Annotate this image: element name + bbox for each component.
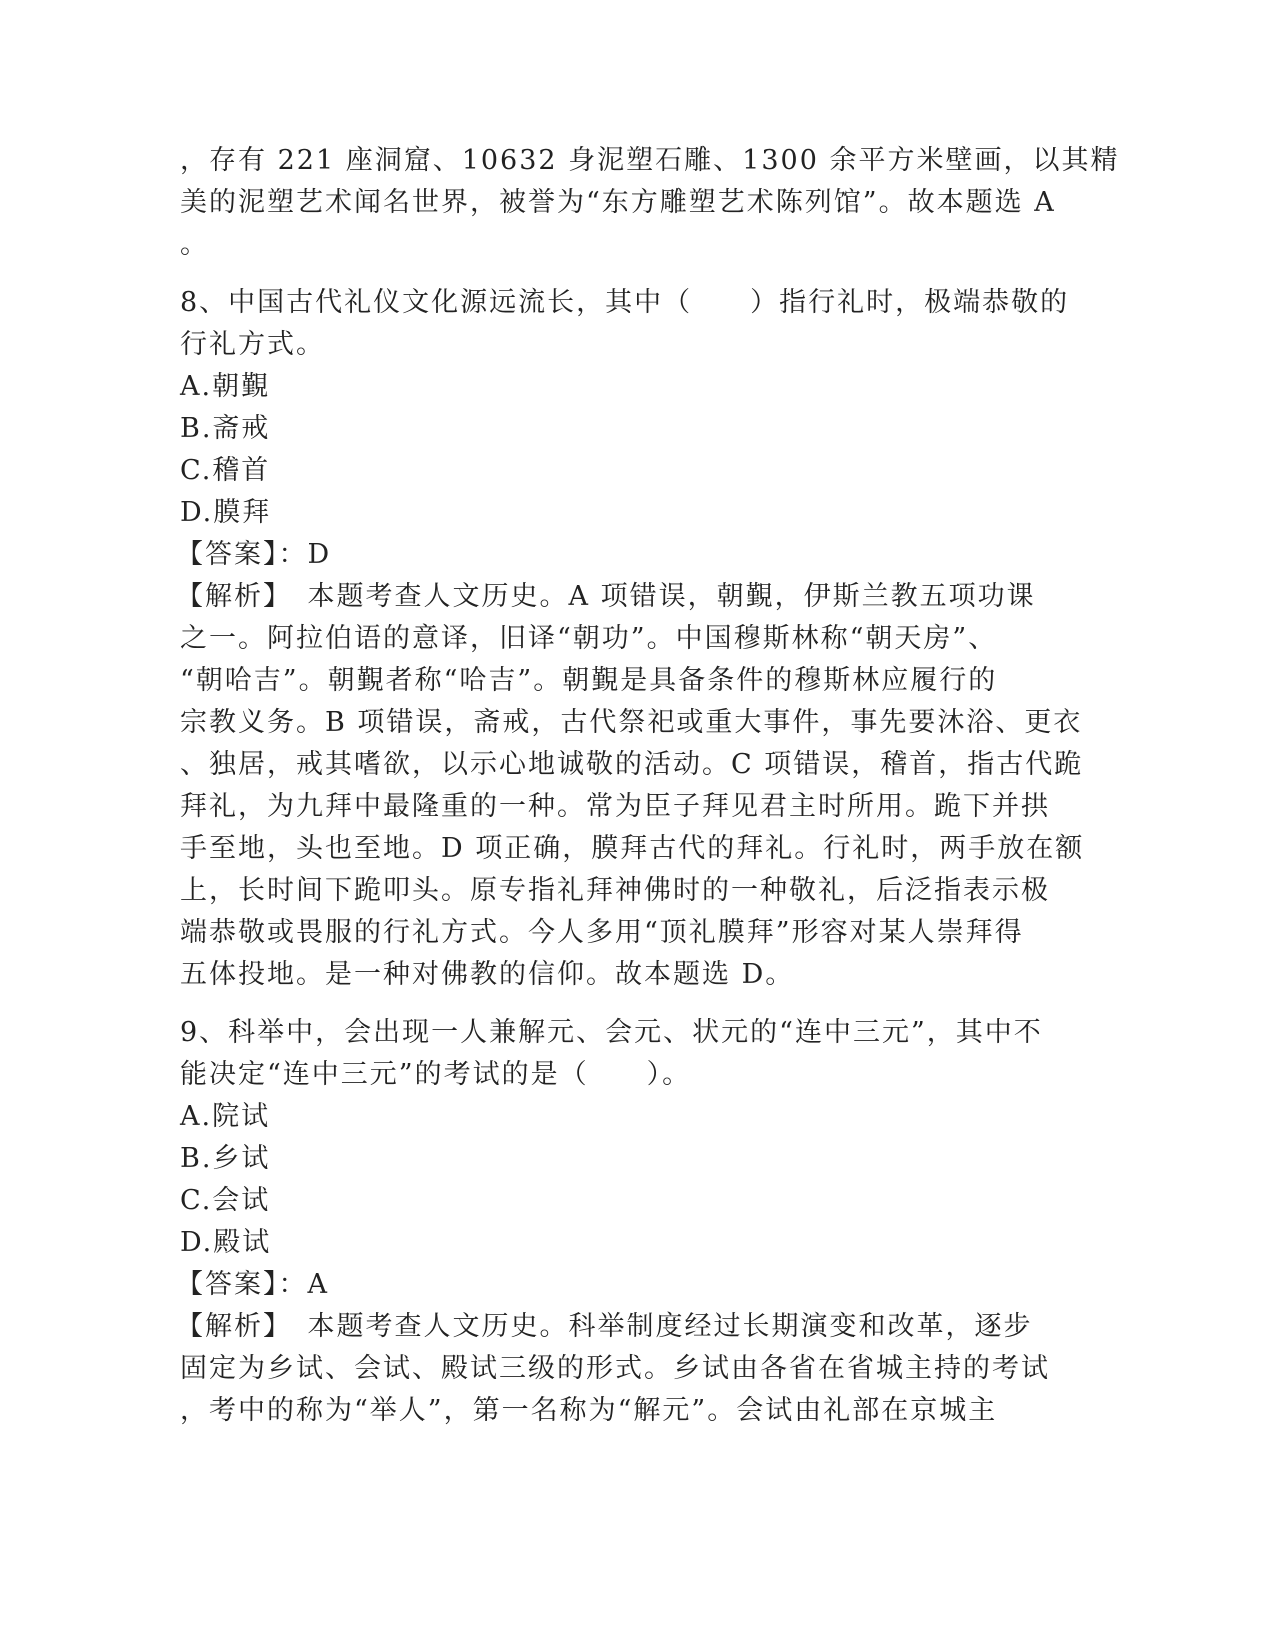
explanation-line: 之一。阿拉伯语的意译，旧译“朝功”。中国穆斯林称“朝天房”、 [180,623,998,654]
explanation-line: 【解析】 本题考查人文历史。A 项错误，朝覲，伊斯兰教五项功课 [176,581,1036,612]
explanation-line: 端恭敬或畏服的行礼方式。今人多用“顶礼膜拜”形容对某人崇拜得 [180,917,1024,948]
question-stem: 行礼方式。 [180,329,325,360]
option-d: D.殿试 [180,1227,272,1258]
text-line: 美的泥塑艺术闻名世界，被誉为“东方雕塑艺术陈列馆”。故本题选 A [180,187,1056,218]
explanation-line: 五体投地。是一种对佛教的信仰。故本题选 D。 [180,959,795,990]
question-stem: 8、中国古代礼仪文化源远流长，其中（ ）指行礼时，极端恭敬的 [180,287,1070,318]
document-page [176,140,1120,1432]
option-b: B.乡试 [180,1143,271,1174]
option-c: C.会试 [180,1185,271,1216]
question-stem: 能决定“连中三元”的考试的是（ ）。 [180,1059,692,1090]
question-stem: 9、科举中，会出现一人兼解元、会元、状元的“连中三元”，其中不 [180,1017,1043,1048]
explanation-line: 固定为乡试、会试、殿试三级的形式。乡试由各省在省城主持的考试 [180,1353,1050,1384]
text-line: 。 [180,229,209,260]
explanation-line: 宗教义务。B 项错误，斋戒，古代祭祀或重大事件，事先要沐浴、更衣 [180,707,1083,738]
explanation-line: 【解析】 本题考查人文历史。科举制度经过长期演变和改革，逐步 [176,1311,1033,1342]
answer-line: 【答案】：D [176,539,332,570]
option-c: C.稽首 [180,455,271,486]
explanation-line: 拜礼，为九拜中最隆重的一种。常为臣子拜见君主时所用。跪下并拱 [180,791,1050,822]
explanation-line: ，考中的称为“举人”，第一名称为“解元”。会试由礼部在京城主 [180,1395,998,1426]
option-d: D.膜拜 [180,497,272,528]
explanation-line: 上，长时间下跪叩头。原专指礼拜神佛时的一种敬礼，后泛指表示极 [180,875,1050,906]
explanation-line: 、独居，戒其嗜欲，以示心地诚敬的活动。C 项错误，稽首，指古代跪 [180,749,1084,780]
option-b: B.斋戒 [180,413,271,444]
answer-line: 【答案】：A [176,1269,329,1300]
explanation-line: 手至地，头也至地。D 项正确，膜拜古代的拜礼。行礼时，两手放在额 [180,833,1085,864]
question-8 [176,282,1085,996]
option-a: A.朝覲 [180,371,271,402]
text-line: ，存有 221 座洞窟、10632 身泥塑石雕、1300 余平方米壁画，以其精 [180,145,1120,176]
question-9 [176,1012,1050,1432]
previous-explanation-tail [180,140,1120,266]
explanation-line: “朝哈吉”。朝覲者称“哈吉”。朝覲是具备条件的穆斯林应履行的 [180,665,998,696]
option-a: A.院试 [180,1101,271,1132]
